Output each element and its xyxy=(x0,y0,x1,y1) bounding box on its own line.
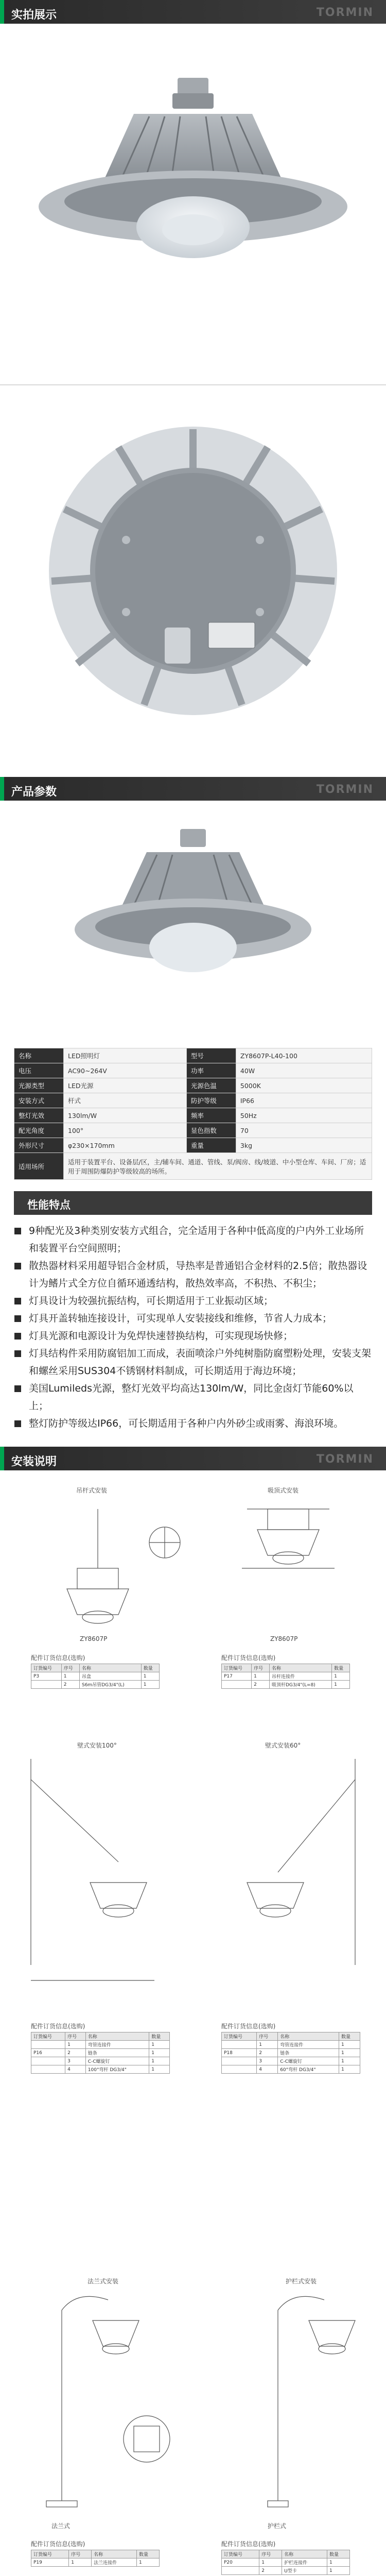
params-row xyxy=(14,1093,372,1108)
param-value: 70 xyxy=(236,1123,372,1138)
table-cell: 60°弯杆 DG3/4" xyxy=(278,2065,339,2074)
features-list xyxy=(14,1222,372,1432)
accent-stripe xyxy=(0,1447,4,1470)
table-header-row xyxy=(31,2550,160,2558)
feature-item xyxy=(14,1310,372,1327)
bullet-square-icon xyxy=(14,1298,21,1304)
param-key: 光源类型 xyxy=(14,1078,64,1093)
table-cell: 名称 xyxy=(282,2550,327,2558)
param-key: 型号 xyxy=(186,1048,236,1063)
install-table-5 xyxy=(31,2550,160,2567)
table-cell: 1 xyxy=(327,2558,350,2567)
table-cell: P20 xyxy=(222,2558,259,2567)
product-photo-back xyxy=(0,385,386,777)
table-cell xyxy=(222,1681,252,1689)
param-key: 防护等级 xyxy=(186,1093,236,1108)
table-row xyxy=(222,2057,360,2065)
table-row xyxy=(31,2065,170,2074)
table-cell: 1 xyxy=(339,2057,360,2065)
table-cell: 订货编号 xyxy=(31,1664,62,1672)
bullet-square-icon xyxy=(14,1263,21,1269)
params-row xyxy=(14,1048,372,1063)
table-cell: 弯管连接件 xyxy=(85,2041,149,2049)
fig2-title: 吸顶式安装 xyxy=(268,1487,299,1494)
product-photo-params xyxy=(0,801,386,1048)
params-table xyxy=(14,1048,372,1180)
table-header-row xyxy=(222,2550,350,2558)
table-cell: 名称 xyxy=(269,1664,331,1672)
fig6-caption: 护栏式 xyxy=(268,2522,287,2530)
table-cell: C-C螺旋钉 xyxy=(85,2057,149,2065)
feature-text: 灯具设计为较强抗振结构，可长期适用于工业振动区域； xyxy=(29,1295,274,1307)
features-header xyxy=(14,1191,372,1215)
param-key: 名称 xyxy=(14,1048,64,1063)
table-cell: U型卡 xyxy=(282,2567,327,2575)
table-cell: 订货编号 xyxy=(31,2032,65,2041)
table-cell xyxy=(31,2065,65,2074)
table-header-row xyxy=(31,1664,160,1672)
bullet-square-icon xyxy=(14,1333,21,1340)
table-cell: 订货编号 xyxy=(222,1664,252,1672)
feature-item xyxy=(14,1415,372,1432)
feature-item xyxy=(14,1222,372,1257)
fig1-model: ZY8607P xyxy=(80,1635,108,1642)
table-cell: 1 xyxy=(149,2057,170,2065)
table-cell: 2 xyxy=(257,2049,278,2057)
table-cell: 护栏连接件 xyxy=(282,2558,327,2567)
table-cell: 链条 xyxy=(85,2049,149,2057)
install-table-4 xyxy=(221,2032,360,2074)
install-table-6 xyxy=(221,2550,350,2575)
install-diagrams xyxy=(0,1470,386,2576)
table-row xyxy=(222,2567,350,2575)
accent-stripe xyxy=(0,0,4,24)
feature-item xyxy=(14,1327,372,1345)
table-cell: 名称 xyxy=(79,1664,141,1672)
params-row-usage xyxy=(14,1153,372,1180)
table-cell: 弯管连接件 xyxy=(278,2041,339,2049)
table-cell xyxy=(31,2057,65,2065)
param-value: 130lm/W xyxy=(64,1108,187,1123)
table-cell: 1 xyxy=(61,1672,79,1681)
table-cell: C-C螺旋钉 xyxy=(278,2057,339,2065)
bullet-square-icon xyxy=(14,1228,21,1234)
feature-text: 灯具结构件采用防腐铝加工而成，表面喷涂户外纯树脂防腐塑粉处理，安装支架和螺丝采用SUS304不锈钢材料制成，可长期适用于海边环境； xyxy=(29,1348,372,1377)
params-row xyxy=(14,1108,372,1123)
table-cell: 序号 xyxy=(65,2032,86,2041)
param-key: 配光角度 xyxy=(14,1123,64,1138)
table-cell: 吸顶杆DG3/4"(L=8) xyxy=(269,1681,331,1689)
table-cell: 名称 xyxy=(85,2032,149,2041)
fig3-title: 壁式安装100° xyxy=(77,1742,117,1749)
table-cell: 序号 xyxy=(257,2032,278,2041)
table-cell: 名称 xyxy=(278,2032,339,2041)
section-header-photos xyxy=(0,0,386,24)
table-cell: 链条 xyxy=(278,2049,339,2057)
table-cell: 1 xyxy=(69,2558,92,2567)
feature-text: 灯具光源和电源设计为免焊快速替换结构，可实现现场快修； xyxy=(29,1330,293,1342)
param-value: 适用于装置平台、设备层/区，主/辅车间、通道、管线、泵/阀房、线/坡道、中小型仓库、车间、厂房；适用于周围防爆防护等级较高的场所。 xyxy=(64,1153,372,1180)
section-title: 产品参数 xyxy=(11,786,57,799)
param-value: AC90~264V xyxy=(64,1063,187,1078)
table-cell: 1 xyxy=(149,2041,170,2049)
table-cell: P18 xyxy=(222,2049,257,2057)
bullet-square-icon xyxy=(14,1315,21,1322)
param-key: 电压 xyxy=(14,1063,64,1078)
table-cell: 100°弯杆 DG3/4" xyxy=(85,2065,149,2074)
table-cell: 2 xyxy=(252,1681,270,1689)
param-value: 杆式 xyxy=(64,1093,187,1108)
params-row xyxy=(14,1063,372,1078)
fig1-title: 吊杆式安装 xyxy=(76,1487,108,1494)
table-cell: P17 xyxy=(222,1672,252,1681)
brand-watermark: TORMIN xyxy=(316,783,374,796)
param-key: 频率 xyxy=(186,1108,236,1123)
section-title: 实拍展示 xyxy=(11,9,57,22)
table-cell: 1 xyxy=(137,2558,160,2567)
table-cell xyxy=(222,2065,257,2074)
table-cell: 序号 xyxy=(69,2550,92,2558)
table-cell: 数量 xyxy=(149,2032,170,2041)
table-cell: 数量 xyxy=(339,2032,360,2041)
table-cell: 吊杆连接件 xyxy=(269,1672,331,1681)
table-cell: 序号 xyxy=(259,2550,282,2558)
table4-title: 配件订货信息(选购) xyxy=(221,2023,276,2030)
table-cell xyxy=(222,2041,257,2049)
param-value: 5000K xyxy=(236,1078,372,1093)
table-cell: 2 xyxy=(65,2049,86,2057)
param-key: 外形尺寸 xyxy=(14,1138,64,1153)
table-cell xyxy=(222,2567,259,2575)
table-cell: 3 xyxy=(65,2057,86,2065)
table-cell: 2 xyxy=(259,2567,282,2575)
param-key: 整灯光效 xyxy=(14,1108,64,1123)
table-cell: S6m吊管DG3/4"(L) xyxy=(79,1681,141,1689)
bullet-square-icon xyxy=(14,1350,21,1357)
fig4-title: 壁式安装60° xyxy=(265,1742,301,1749)
table-row xyxy=(222,1681,350,1689)
table-cell: 订货编号 xyxy=(222,2550,259,2558)
features-title: 性能特点 xyxy=(27,1199,71,1211)
table-cell: 1 xyxy=(141,1681,159,1689)
lamp-params-photo xyxy=(0,801,386,1048)
table-cell: 4 xyxy=(65,2065,86,2074)
lamp-back-photo xyxy=(0,385,386,777)
section-title: 安装说明 xyxy=(11,1455,57,1468)
table-cell xyxy=(31,1681,62,1689)
param-value: LED光源 xyxy=(64,1078,187,1093)
param-key: 适用场所 xyxy=(14,1153,64,1180)
table-cell: 1 xyxy=(339,2041,360,2049)
bullet-square-icon xyxy=(14,1385,21,1392)
table-cell: 1 xyxy=(141,1672,159,1681)
param-value: φ230×170mm xyxy=(64,1138,187,1153)
table-cell: 1 xyxy=(339,2049,360,2057)
feature-text: 美国Lumileds光源，整灯光效平均高达130lm/W，同比金卤灯节能60%以上； xyxy=(29,1383,354,1412)
params-row xyxy=(14,1138,372,1153)
feature-item xyxy=(14,1345,372,1380)
param-value: 40W xyxy=(236,1063,372,1078)
table-cell: 数量 xyxy=(332,1664,350,1672)
table-cell: 1 xyxy=(65,2041,86,2049)
table-cell: 订货编号 xyxy=(31,2550,69,2558)
table-cell: 4 xyxy=(257,2065,278,2074)
table-cell: 吊盒 xyxy=(79,1672,141,1681)
table5-title: 配件订货信息(选购) xyxy=(31,2540,85,2548)
param-key: 重量 xyxy=(186,1138,236,1153)
accent-stripe xyxy=(0,777,4,801)
table-row xyxy=(31,2041,170,2049)
table-cell: 3 xyxy=(257,2057,278,2065)
table-header-row xyxy=(31,2032,170,2041)
section-header-install xyxy=(0,1447,386,1470)
table-cell: 序号 xyxy=(61,1664,79,1672)
param-value: 100° xyxy=(64,1123,187,1138)
params-row xyxy=(14,1123,372,1138)
bullet-square-icon xyxy=(14,1420,21,1427)
param-value: IP66 xyxy=(236,1093,372,1108)
table3-title: 配件订货信息(选购) xyxy=(31,2023,85,2030)
feature-text: 灯具开盖转轴连接设计，可实现单人安装接线和维修，节省人力成本； xyxy=(29,1313,332,1324)
section-header-params xyxy=(0,777,386,801)
param-value: 50Hz xyxy=(236,1108,372,1123)
param-value: LED照明灯 xyxy=(64,1048,187,1063)
table-cell: 1 xyxy=(327,2567,350,2575)
fig5-caption: 法兰式 xyxy=(51,2522,71,2530)
table-cell: 1 xyxy=(257,2041,278,2049)
table-cell: 1 xyxy=(332,1672,350,1681)
param-key: 显色指数 xyxy=(186,1123,236,1138)
table-cell: 2 xyxy=(61,1681,79,1689)
product-photo-side xyxy=(0,24,386,384)
install-table-3 xyxy=(31,2032,170,2074)
fig5-title: 法兰式安装 xyxy=(87,2278,119,2285)
table-cell: 1 xyxy=(149,2065,170,2074)
table-row xyxy=(31,2049,170,2057)
install-table-2 xyxy=(221,1664,350,1689)
table-cell: 1 xyxy=(252,1672,270,1681)
brand-watermark: TORMIN xyxy=(316,6,374,19)
table-cell: P19 xyxy=(31,2558,69,2567)
table-cell: 1 xyxy=(149,2049,170,2057)
table-row xyxy=(222,2065,360,2074)
feature-item xyxy=(14,1292,372,1310)
table-header-row xyxy=(222,1664,350,1672)
fig6-title: 护栏式安装 xyxy=(286,2278,317,2285)
param-key: 安装方式 xyxy=(14,1093,64,1108)
table-cell: 1 xyxy=(339,2065,360,2074)
table-row xyxy=(222,1672,350,1681)
table-cell: 1 xyxy=(332,1681,350,1689)
feature-text: 整灯防护等级达IP66，可长期适用于各种户内外砂尘或雨雾、海浪环境。 xyxy=(29,1418,344,1429)
params-row xyxy=(14,1078,372,1093)
table-cell: 法兰连接件 xyxy=(92,2558,137,2567)
brand-watermark: TORMIN xyxy=(316,1453,374,1466)
param-value: 3kg xyxy=(236,1138,372,1153)
table-cell: P3 xyxy=(31,1672,62,1681)
table-cell: 数量 xyxy=(137,2550,160,2558)
feature-item xyxy=(14,1257,372,1292)
table-cell: 数量 xyxy=(141,1664,159,1672)
feature-text: 散热器材料采用超导铝合金材质，导热率是普通铝合金材料的2.5倍；散热器设计为鳍片式全方位自循环通透结构，散热效率高，不积热、不积尘； xyxy=(29,1260,367,1289)
table-row xyxy=(31,1672,160,1681)
table-cell: P16 xyxy=(31,2049,65,2057)
table-row xyxy=(222,2558,350,2567)
param-key: 光源色温 xyxy=(186,1078,236,1093)
table-row xyxy=(222,2041,360,2049)
fig2-model: ZY8607P xyxy=(270,1635,298,1642)
table-cell: 序号 xyxy=(252,1664,270,1672)
table-cell xyxy=(222,2057,257,2065)
table-row xyxy=(31,1681,160,1689)
param-value: ZY8607P-L40-100 xyxy=(236,1048,372,1063)
table-row xyxy=(31,2558,160,2567)
table-header-row xyxy=(222,2032,360,2041)
table-cell: 1 xyxy=(259,2558,282,2567)
table2-title: 配件订货信息(选购) xyxy=(221,1654,276,1662)
table-cell xyxy=(31,2041,65,2049)
feature-item xyxy=(14,1380,372,1415)
feature-text: 9种配光及3种类别安装方式组合，完全适用于各种中低高度的户内外工业场所和装置平台空间照明； xyxy=(29,1225,364,1254)
table6-title: 配件订货信息(选购) xyxy=(221,2540,276,2548)
table1-title: 配件订货信息(选购) xyxy=(31,1654,85,1662)
install-table-1 xyxy=(31,1664,160,1689)
table-cell: 订货编号 xyxy=(222,2032,257,2041)
lamp-side-photo xyxy=(0,24,386,384)
table-row xyxy=(222,2049,360,2057)
table-row xyxy=(31,2057,170,2065)
param-key: 功率 xyxy=(186,1063,236,1078)
table-cell: 数量 xyxy=(327,2550,350,2558)
table-cell: 名称 xyxy=(92,2550,137,2558)
